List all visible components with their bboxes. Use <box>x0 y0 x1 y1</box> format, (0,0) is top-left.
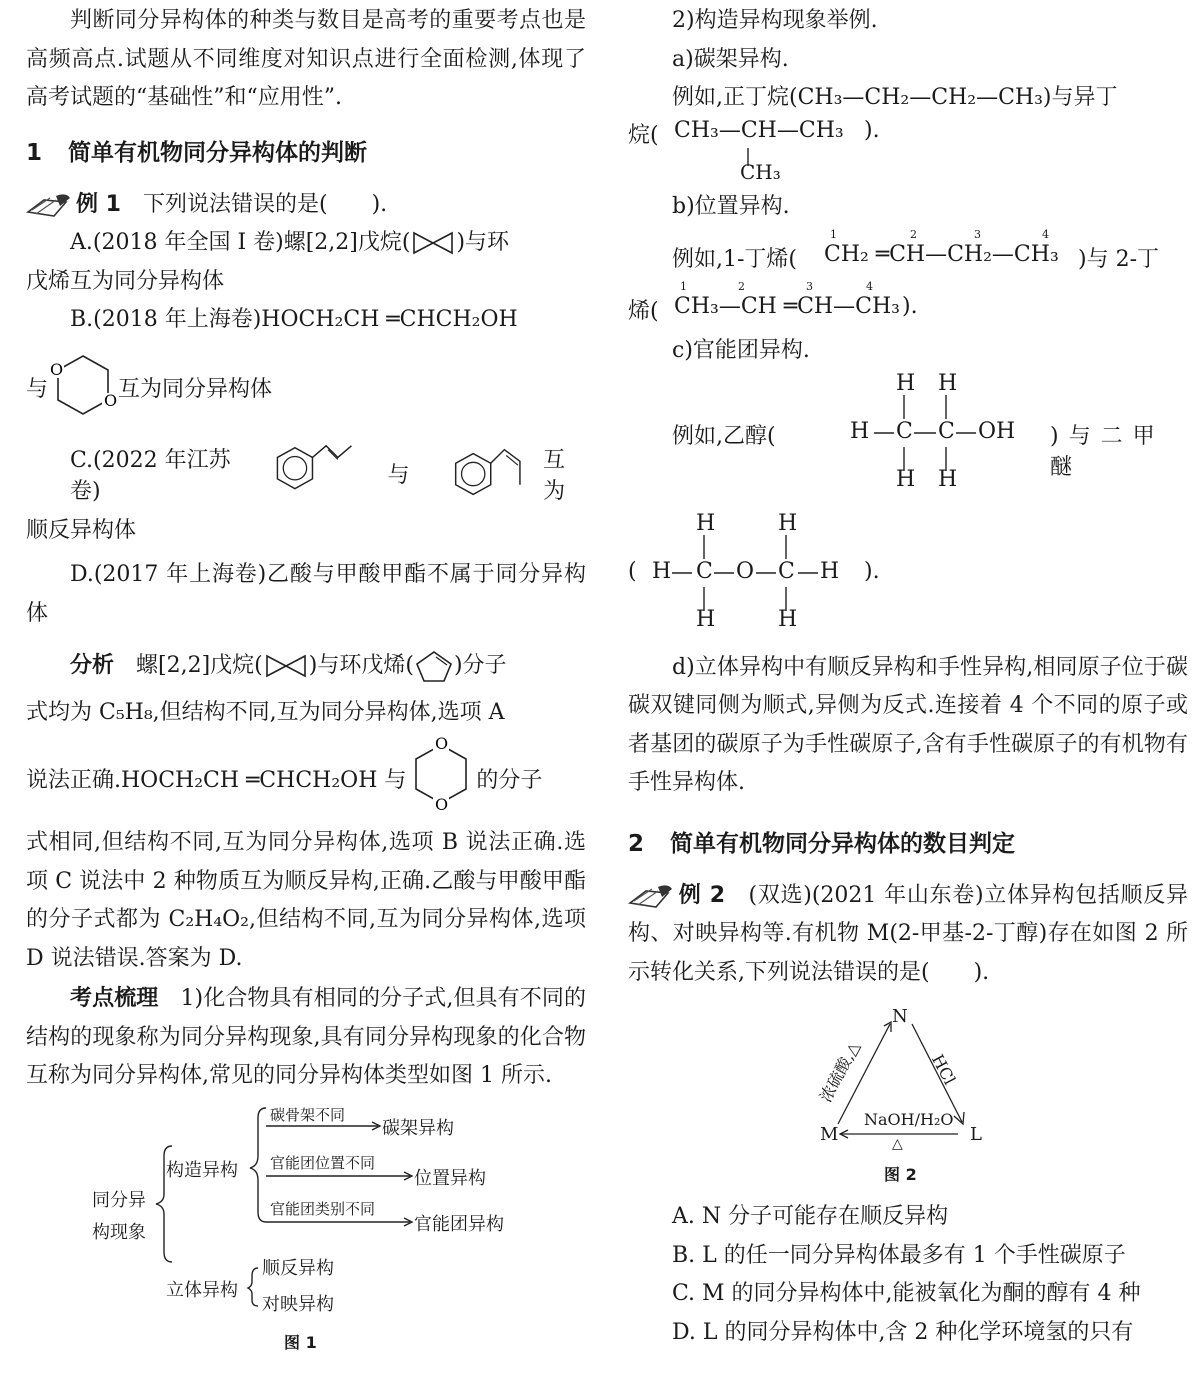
figure-1-root: 同分异 <box>92 1189 146 1211</box>
example-1-label: 例 1 <box>76 191 121 217</box>
node-m: M <box>820 1124 839 1145</box>
option-a-text-2: )与环 <box>456 230 510 255</box>
analysis-line-2: 式均为 C₅H₈,但结构不同,互为同分异构体,选项 A <box>26 699 505 725</box>
section-1-title: 简单有机物同分异构体的判断 <box>68 139 367 166</box>
option-2b: B. L 的任一同分异构体最多有 1 个手性碳原子 <box>672 1242 1126 1268</box>
dioxane-structure <box>406 733 476 823</box>
analysis-text-5: 说法正确.HOCH₂CH ═CHCH₂OH 与 <box>26 767 407 793</box>
spiropentane-icon <box>410 230 456 256</box>
option-2d: D. L 的同分异构体中,含 2 种化学环境氢的只有 <box>672 1319 1134 1345</box>
figure-1-cond-2: 官能团位置不同 <box>270 1153 376 1172</box>
option-c-cont: 顺反异构体 <box>26 517 137 543</box>
option-b-row <box>26 340 586 436</box>
cis-propenylbenzene-structure <box>444 439 532 509</box>
ethanol-suffix: )与二甲醚 <box>1050 423 1165 480</box>
svg-text:O: O <box>104 390 118 410</box>
option-a-cont: 戊烯互为同分异构体 <box>26 268 225 294</box>
figure-1-stereo: 立体异构 <box>166 1279 238 1301</box>
option-d: D.(2017 年上海卷)乙酸与甲酸甲酯不属于同分异构体 <box>26 562 586 626</box>
example-1-question: 下列说法错误的是( ). <box>142 191 388 217</box>
isobutane-suffix: ). <box>864 117 880 143</box>
section-2-heading <box>628 825 1188 863</box>
isobutane-line <box>628 118 1188 182</box>
edge-label-right: HCl <box>927 1051 960 1088</box>
chain-isomer-heading: a)碳架异构. <box>672 46 789 72</box>
edge-label-bottom-sub: △ <box>892 1136 903 1152</box>
spiropentane-icon <box>263 653 309 679</box>
carbon-number: 3 <box>806 280 813 293</box>
edge-label-left: 浓硫酸,△ <box>815 1038 864 1106</box>
figure-1-res-1: 碳架异构 <box>382 1117 454 1139</box>
example-2-text: (双选)(2021 年山东卷)立体异构包括顺反异构、对映异构等.有机物 M(2-甲基-2-丁醇)存在如图 2 所示转化关系,下列说法错误的是( ). <box>628 882 1188 985</box>
option-2c: C. M 的同分异构体中,能被氧化为酮的醇有 4 种 <box>672 1281 1141 1306</box>
option-2a: A. N 分子可能存在顺反异构 <box>672 1204 949 1229</box>
butene1-prefix: 例如,1-丁烯( <box>672 247 798 272</box>
butene1-formula: CH₂ ═CH—CH₂—CH₃ <box>824 242 1059 267</box>
analysis-dioxane-row <box>26 732 586 824</box>
edge-label-bottom: NaOH/H₂O <box>864 1110 954 1129</box>
butene2-formula: CH₃—CH ═CH—CH₃ <box>674 294 900 319</box>
atom-h: H <box>696 510 716 536</box>
atom-h: H <box>820 558 840 584</box>
figure-1-res-3: 官能团异构 <box>414 1213 504 1235</box>
node-n: N <box>892 1006 908 1027</box>
atom-c: C <box>896 418 913 444</box>
section-2-title: 简单有机物同分异构体的数目判定 <box>670 830 1015 857</box>
atom-h: H <box>896 370 916 396</box>
carbon-number: 4 <box>866 280 873 293</box>
option-c-tail: 互为 <box>543 447 566 504</box>
stereo-isomer-paragraph: d)立体异构中有顺反异构和手性异构,相同原子位于碳碳双键同侧为顺式,异侧为反式.连接着 4 个不同的原子或者基团的碳原子为手性碳原子,含有手性碳原子的有机物有手性异构体. <box>628 654 1188 795</box>
ether-prefix: ( <box>628 558 637 584</box>
svg-text:O: O <box>435 795 449 814</box>
atom-h: H <box>850 418 870 444</box>
figure-1 <box>26 1096 586 1326</box>
atom-h: H <box>938 466 958 492</box>
option-c-row <box>26 436 586 512</box>
carbon-number: 2 <box>738 280 745 293</box>
atom-c: C <box>696 558 713 584</box>
example-2 <box>628 877 1188 993</box>
figure-2-caption: 图 2 <box>884 1165 917 1184</box>
analysis-text-6: 的分子 <box>476 767 543 793</box>
intro-paragraph: 判断同分异构体的种类与数目是高考的重要考点也是高频高点.试题从不同维度对知识点进行全面检测,体现了高考试题的“基础性”和“应用性”. <box>26 8 586 110</box>
figure-1-caption: 图 1 <box>284 1332 317 1352</box>
option-b-and: 与 <box>26 377 49 402</box>
isobutane-formula: CH₃—CH—CH₃ <box>674 117 844 143</box>
section-1-heading <box>26 134 586 172</box>
atom-h: H <box>778 606 798 632</box>
svg-text:O: O <box>50 359 64 379</box>
option-a-line <box>26 224 586 263</box>
atom-h: H <box>696 606 716 632</box>
isobutane-branch: CH₃ <box>740 159 781 184</box>
option-b-text: 互为同分异构体 <box>118 377 273 402</box>
dioxane-structure <box>48 342 118 434</box>
section-1-number: 1 <box>26 139 43 166</box>
atom-c: C <box>938 418 955 444</box>
cyclopentene-icon <box>414 649 454 683</box>
butene2-prefix: 烯( <box>628 299 659 324</box>
carbon-number: 4 <box>1042 228 1049 241</box>
atom-oh: OH <box>978 418 1016 444</box>
butene2-suffix: ). <box>902 294 918 319</box>
analysis-text-3: )分子 <box>453 653 507 678</box>
atom-h: H <box>896 466 916 492</box>
option-a-text: A.(2018 年全国 Ⅰ 卷)螺[2,2]戊烷( <box>70 230 411 255</box>
carbon-number: 1 <box>830 228 837 241</box>
review-paragraph <box>26 980 586 1096</box>
pen-paper-icon <box>26 192 72 218</box>
analysis-text-1: 螺[2,2]戊烷( <box>136 653 263 678</box>
option-b-line: B.(2018 年上海卷)HOCH₂CH ═CHCH₂OH <box>70 307 518 332</box>
review-label: 考点梳理 <box>70 986 159 1011</box>
figure-1-structural: 构造异构 <box>166 1159 238 1181</box>
atom-h: H <box>652 558 672 584</box>
ether-line <box>628 511 1188 643</box>
figure-1-cond-1: 碳骨架不同 <box>270 1105 346 1124</box>
atom-c: C <box>778 558 795 584</box>
butene2-line <box>628 282 1188 332</box>
left-column <box>26 0 586 1353</box>
carbon-number: 3 <box>974 228 981 241</box>
ethanol-line <box>628 371 1188 503</box>
section-2-number: 2 <box>628 830 645 857</box>
atom-h: H <box>778 510 798 536</box>
analysis-label: 分析 <box>70 653 115 678</box>
analysis-line-1 <box>26 647 586 686</box>
right-column <box>628 0 1188 1352</box>
option-c-text: C.(2022 年江苏卷) <box>70 447 231 504</box>
example-2-label: 例 2 <box>678 882 726 908</box>
butene1-line <box>628 230 1188 282</box>
butene1-suffix: )与 2-丁 <box>1078 247 1160 272</box>
review-text: 1)化合物具有相同的分子式,但具有不同的结构的现象称为同分异构现象,具有同分异构现象的化合物互称为同分异构体,常见的同分异构体类型如图 1 所示. <box>26 986 586 1088</box>
carbon-number: 2 <box>910 228 917 241</box>
figure-1-root-2: 构现象 <box>92 1221 146 1243</box>
chain-isomer-example: 例如,正丁烷(CH₃—CH₂—CH₂—CH₃)与异丁 <box>672 85 1118 110</box>
atom-h: H <box>938 370 958 396</box>
figure-1-cond-3: 官能团类别不同 <box>270 1199 376 1218</box>
example-1 <box>26 186 586 225</box>
pen-paper-icon <box>628 883 674 909</box>
trans-propenylbenzene-structure <box>256 439 353 509</box>
position-isomer-heading: b)位置异构. <box>672 193 790 219</box>
constitutional-examples: 2)构造异构现象举例. <box>672 8 878 33</box>
svg-text:O: O <box>435 734 449 753</box>
isobutane-prefix: 烷( <box>628 122 659 148</box>
figure-1-res-2: 位置异构 <box>414 1167 486 1189</box>
figure-1-stereo-2: 对映异构 <box>262 1293 334 1315</box>
carbon-number: 1 <box>680 280 687 293</box>
analysis-text-2: )与环戊烯( <box>308 653 414 678</box>
ethanol-prefix: 例如,乙醇( <box>672 423 776 449</box>
node-l: L <box>970 1124 982 1145</box>
option-c-and: 与 <box>387 463 410 488</box>
ether-suffix: ). <box>864 558 880 584</box>
functional-isomer-heading: c)官能团异构. <box>672 338 810 363</box>
analysis-line-3: 式相同,但结构不同,互为同分异构体,选项 B 说法正确.选项 C 说法中 2 种物质互为顺反异构,正确.乙酸与甲酸甲酯的分子式都为 C₂H₄O₂,但结构不同,互为同分异构体,选项 D 说法错误.答案为 D. <box>26 830 586 971</box>
figure-1-stereo-1: 顺反异构 <box>262 1257 334 1279</box>
figure-2 <box>628 1006 1188 1192</box>
atom-o: O <box>736 558 755 584</box>
